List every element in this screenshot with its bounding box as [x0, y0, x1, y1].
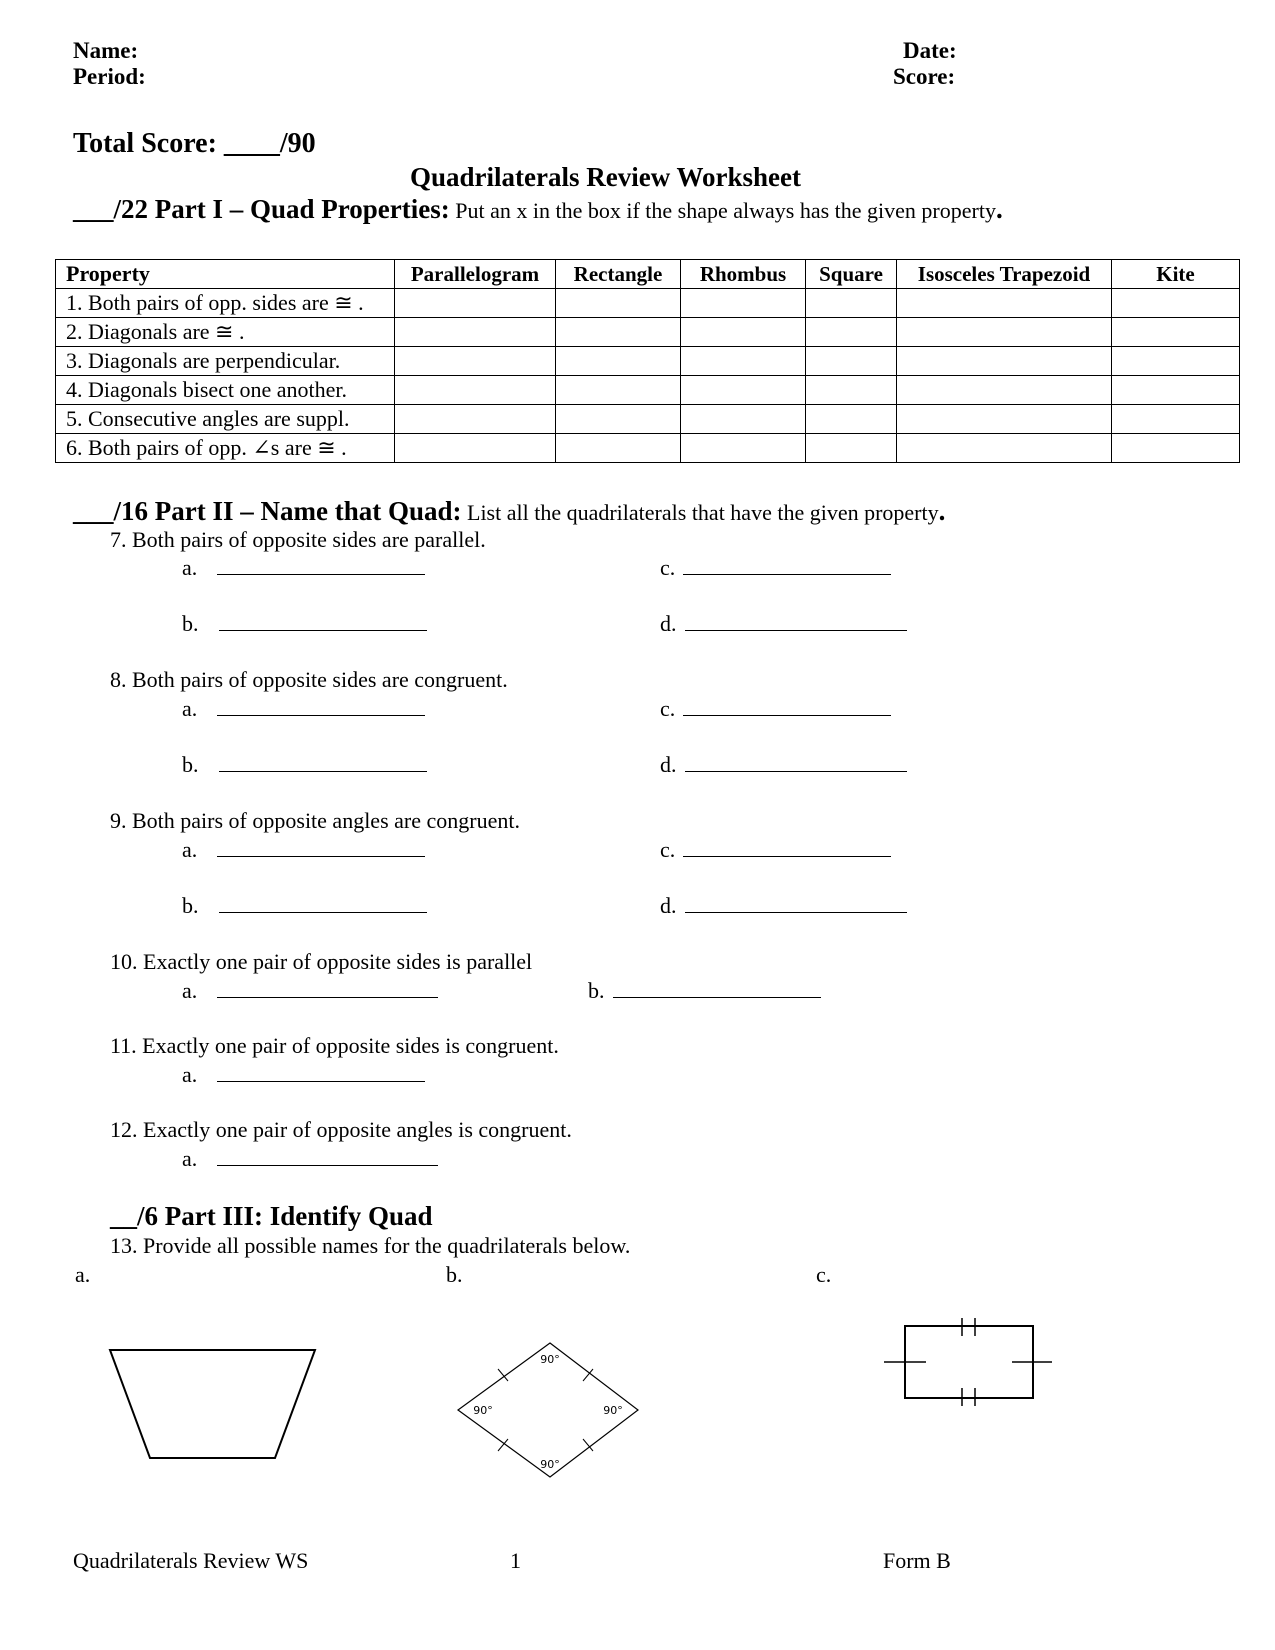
answer-cell[interactable] [1112, 376, 1240, 405]
answer-cell[interactable] [897, 347, 1112, 376]
answer-cell[interactable] [395, 405, 556, 434]
part3-score: __/6 [110, 1201, 159, 1231]
worksheet-title: Quadrilaterals Review Worksheet [410, 162, 801, 192]
table-row [56, 318, 1240, 347]
answer-cell[interactable] [1112, 289, 1240, 318]
answer-cell[interactable] [806, 347, 897, 376]
answer-cell[interactable] [897, 318, 1112, 347]
part3-title: Part III: Identify Quad [158, 1201, 433, 1231]
answer-blank[interactable] [219, 753, 427, 772]
answer-cell[interactable] [681, 318, 806, 347]
rectangle-figure [880, 1318, 1055, 1408]
q9-answer-c: c. [660, 837, 891, 863]
answer-cell[interactable] [556, 289, 681, 318]
answer-blank[interactable] [685, 612, 907, 631]
col-property: Property [56, 260, 395, 289]
footer-right: Form B [883, 1548, 951, 1573]
answer-blank[interactable] [685, 753, 907, 772]
answer-blank[interactable] [683, 697, 891, 716]
question-9: 9. Both pairs of opposite angles are congruent. [110, 808, 520, 833]
trapezoid-figure [100, 1340, 325, 1465]
answer-cell[interactable] [897, 434, 1112, 463]
figure-label-b: b. [446, 1262, 463, 1287]
question-13: 13. Provide all possible names for the quadrilaterals below. [110, 1233, 631, 1258]
q8-answer-a: a. [182, 696, 425, 722]
property-label: 4. Diagonals bisect one another. [56, 376, 395, 405]
answer-cell[interactable] [556, 347, 681, 376]
figure-label-c: c. [816, 1262, 832, 1287]
col-square: Square [806, 260, 897, 289]
answer-cell[interactable] [395, 434, 556, 463]
q7-answer-a: a. [182, 555, 425, 581]
q9-answer-a: a. [182, 837, 425, 863]
q7-answer-c: c. [660, 555, 891, 581]
answer-cell[interactable] [681, 405, 806, 434]
answer-blank[interactable] [217, 556, 425, 575]
period-label: Period: [73, 64, 146, 89]
q8-answer-b: b. [182, 752, 427, 778]
answer-cell[interactable] [556, 318, 681, 347]
answer-cell[interactable] [395, 289, 556, 318]
question-8: 8. Both pairs of opposite sides are congruent. [110, 667, 508, 692]
part1-title: Part I – Quad Properties: [148, 194, 450, 224]
table-row [56, 434, 1240, 463]
part3-heading [110, 1201, 433, 1232]
answer-blank[interactable] [217, 838, 425, 857]
part1-instructions: Put an x in the box if the shape always has the given property [449, 198, 996, 223]
answer-cell[interactable] [681, 289, 806, 318]
total-score-blank: : ____/90 [207, 128, 316, 159]
answer-cell[interactable] [1112, 318, 1240, 347]
answer-cell[interactable] [1112, 405, 1240, 434]
property-table [55, 259, 1240, 463]
answer-blank[interactable] [683, 556, 891, 575]
total-score [73, 128, 316, 160]
q7-answer-b: b. [182, 611, 427, 637]
col-parallelogram: Parallelogram [395, 260, 556, 289]
property-label: 2. Diagonals are ≅ . [56, 318, 395, 347]
answer-cell[interactable] [897, 289, 1112, 318]
date-label: Date: [903, 38, 957, 63]
property-label: 1. Both pairs of opp. sides are ≅ . [56, 289, 395, 318]
col-rectangle: Rectangle [556, 260, 681, 289]
q8-answer-d: d. [660, 752, 907, 778]
answer-blank[interactable] [219, 612, 427, 631]
table-header-row [56, 260, 1240, 289]
answer-cell[interactable] [556, 376, 681, 405]
q9-answer-b: b. [182, 893, 427, 919]
property-label: 6. Both pairs of opp. ∠s are ≅ . [56, 434, 395, 463]
score-label: Score: [893, 64, 956, 89]
q9-answer-d: d. [660, 893, 907, 919]
answer-cell[interactable] [681, 434, 806, 463]
answer-cell[interactable] [806, 289, 897, 318]
answer-cell[interactable] [1112, 434, 1240, 463]
table-row [56, 376, 1240, 405]
answer-blank[interactable] [217, 1063, 425, 1082]
answer-cell[interactable] [897, 376, 1112, 405]
angle-label-top: 90° [540, 1353, 560, 1366]
footer-left: Quadrilaterals Review WS [73, 1548, 309, 1573]
answer-cell[interactable] [681, 347, 806, 376]
answer-cell[interactable] [806, 405, 897, 434]
answer-blank[interactable] [219, 894, 427, 913]
answer-cell[interactable] [395, 376, 556, 405]
part1-heading: ___/22 Part I – Quad Properties: Put an x in the box if the shape always has the given property. [73, 194, 1003, 224]
answer-cell[interactable] [806, 376, 897, 405]
part1-score: ___/22 [73, 194, 149, 224]
question-7: 7. Both pairs of opposite sides are parallel. [110, 527, 486, 552]
answer-cell[interactable] [806, 434, 897, 463]
answer-blank[interactable] [683, 838, 891, 857]
q8-answer-c: c. [660, 696, 891, 722]
question-12: 12. Exactly one pair of opposite angles is congruent. [110, 1117, 572, 1142]
page-number: 1 [510, 1548, 521, 1573]
answer-blank[interactable] [685, 894, 907, 913]
q11-answer-a: a. [182, 1062, 425, 1088]
answer-cell[interactable] [897, 405, 1112, 434]
answer-cell[interactable] [556, 405, 681, 434]
angle-label-right: 90° [603, 1404, 623, 1417]
total-score-label: Total Score [73, 128, 208, 159]
q12-answer-a: a. [182, 1146, 438, 1172]
answer-cell[interactable] [556, 434, 681, 463]
property-label: 3. Diagonals are perpendicular. [56, 347, 395, 376]
figure-label-a: a. [75, 1262, 91, 1287]
question-10: 10. Exactly one pair of opposite sides is parallel [110, 949, 533, 974]
angle-label-left: 90° [473, 1404, 493, 1417]
name-label: Name: [73, 38, 139, 63]
answer-cell[interactable] [395, 318, 556, 347]
part2-heading: ___/16 Part II – Name that Quad: List all the quadrilaterals that have the given property. [73, 496, 946, 526]
q10-answer-b: b. [588, 978, 821, 1004]
part2-title: Part II – Name that Quad: [148, 496, 462, 526]
col-rhombus: Rhombus [681, 260, 806, 289]
answer-blank[interactable] [613, 979, 821, 998]
table-row [56, 289, 1240, 318]
answer-blank[interactable] [217, 697, 425, 716]
part2-instructions: List all the quadrilaterals that have the given property [461, 500, 939, 525]
answer-cell[interactable] [395, 347, 556, 376]
answer-cell[interactable] [681, 376, 806, 405]
answer-cell[interactable] [806, 318, 897, 347]
table-row [56, 347, 1240, 376]
col-kite: Kite [1112, 260, 1240, 289]
table-row [56, 405, 1240, 434]
q7-answer-d: d. [660, 611, 907, 637]
answer-cell[interactable] [1112, 347, 1240, 376]
angle-label-bottom: 90° [540, 1458, 560, 1471]
answer-blank[interactable] [217, 1147, 438, 1166]
q10-answer-a: a. [182, 978, 438, 1004]
col-isosceles-trapezoid: Isosceles Trapezoid [897, 260, 1112, 289]
part2-score: ___/16 [73, 496, 149, 526]
property-label: 5. Consecutive angles are suppl. [56, 405, 395, 434]
answer-blank[interactable] [217, 979, 438, 998]
question-11: 11. Exactly one pair of opposite sides is congruent. [110, 1033, 559, 1058]
square-figure [450, 1335, 655, 1485]
